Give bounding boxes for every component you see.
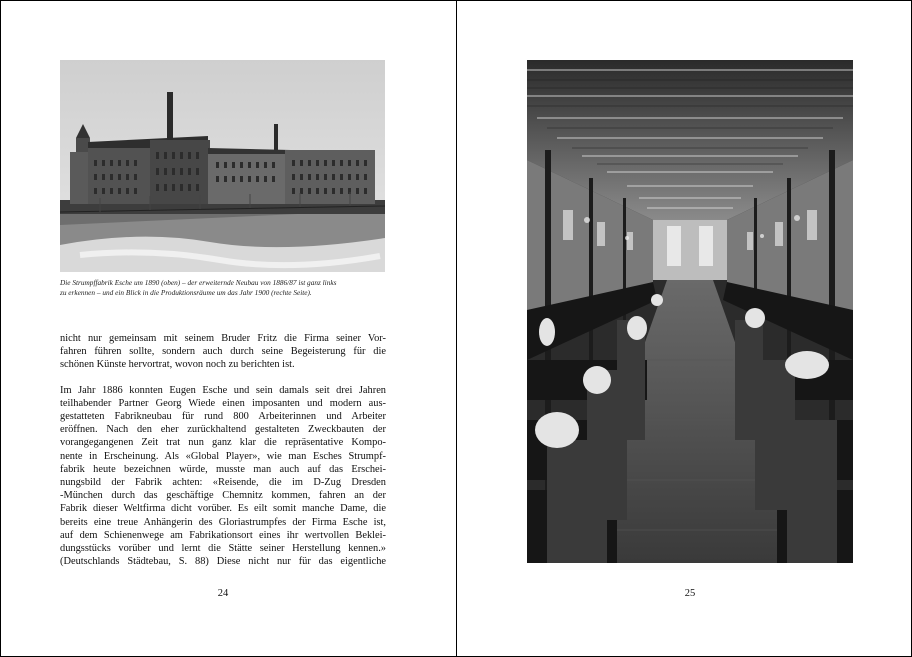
text-line: fabrik heute bezeichnen würde, musste man auch auf das Erschei- <box>60 463 386 475</box>
text-line: Fabrik dieser Weltfirma dicht vorüber. Es eilt somit manche Dame, die <box>60 503 386 515</box>
text-line: fahren führen sollte, sondern auch durch seine Begeisterung für die <box>60 346 386 358</box>
right-page <box>457 1 911 656</box>
production-hall-photo <box>527 60 853 563</box>
text-line: nicht nur gemeinsam mit seinem Bruder Fritz die Firma seiner Vor- <box>60 333 386 344</box>
factory-exterior-photo <box>60 60 385 272</box>
caption-line: Die Strumpffabrik Esche um 1890 (oben) – der erweiternde Neubau von 1886/87 ist ganz links <box>60 278 337 287</box>
text-line: teilhabender Partner Georg Wiede einen imposanten und modern aus- <box>60 397 386 409</box>
caption-line: zu erkennen – und ein Blick in die Produktionsräume um das Jahr 1900 (rechte Seite). <box>60 288 312 297</box>
text-line: vorangegangenen Zeit trat nun ganz klar die repräsentative Kompo- <box>60 437 386 449</box>
body-text <box>60 332 386 568</box>
paragraph-2 <box>60 384 386 569</box>
photo-caption <box>60 278 390 298</box>
text-line: schönen Künste hervortrat, wovon noch zu berichten ist. <box>60 359 295 371</box>
text-line: Im Jahr 1886 konnten Eugen Esche und sein damals seit drei Jahren <box>60 384 386 396</box>
text-line: nungsbild der Fabrik achten: «Reisende, die im D-Zug Dresden <box>60 477 386 489</box>
text-line: nente in Erscheinung. Als «Global Player», wie man Esches Strumpf- <box>60 450 386 462</box>
page-number: 25 <box>684 588 696 599</box>
text-line: auf dem Schienenwege am Fabrikationsort eines ihr wertvollen Beklei- <box>60 529 386 541</box>
text-line: gestatteten Fabrikneubau für rund 800 Arbeiterinnen und Arbeiter <box>60 411 386 423</box>
text-line: eröffnen. Nach den eher zurückhaltend gestalteten Zweckbauten der <box>60 424 386 436</box>
left-page <box>1 1 457 656</box>
text-line: -München durch das geschäftige Chemnitz kommen, fahren an der <box>60 490 386 502</box>
text-line: dungsstücks vorüber und lernt die Stätte seiner Herstellung kennen.» <box>60 543 386 555</box>
text-line: (Deutschlands Städtebau, S. 88) Diese nicht nur für das eigentliche <box>60 556 386 568</box>
text-line: bereits eine treue Anhängerin des Gloriastrumpfes der Firma Esche ist, <box>60 516 386 528</box>
paragraph-1 <box>60 332 386 372</box>
page-number: 24 <box>217 588 229 599</box>
